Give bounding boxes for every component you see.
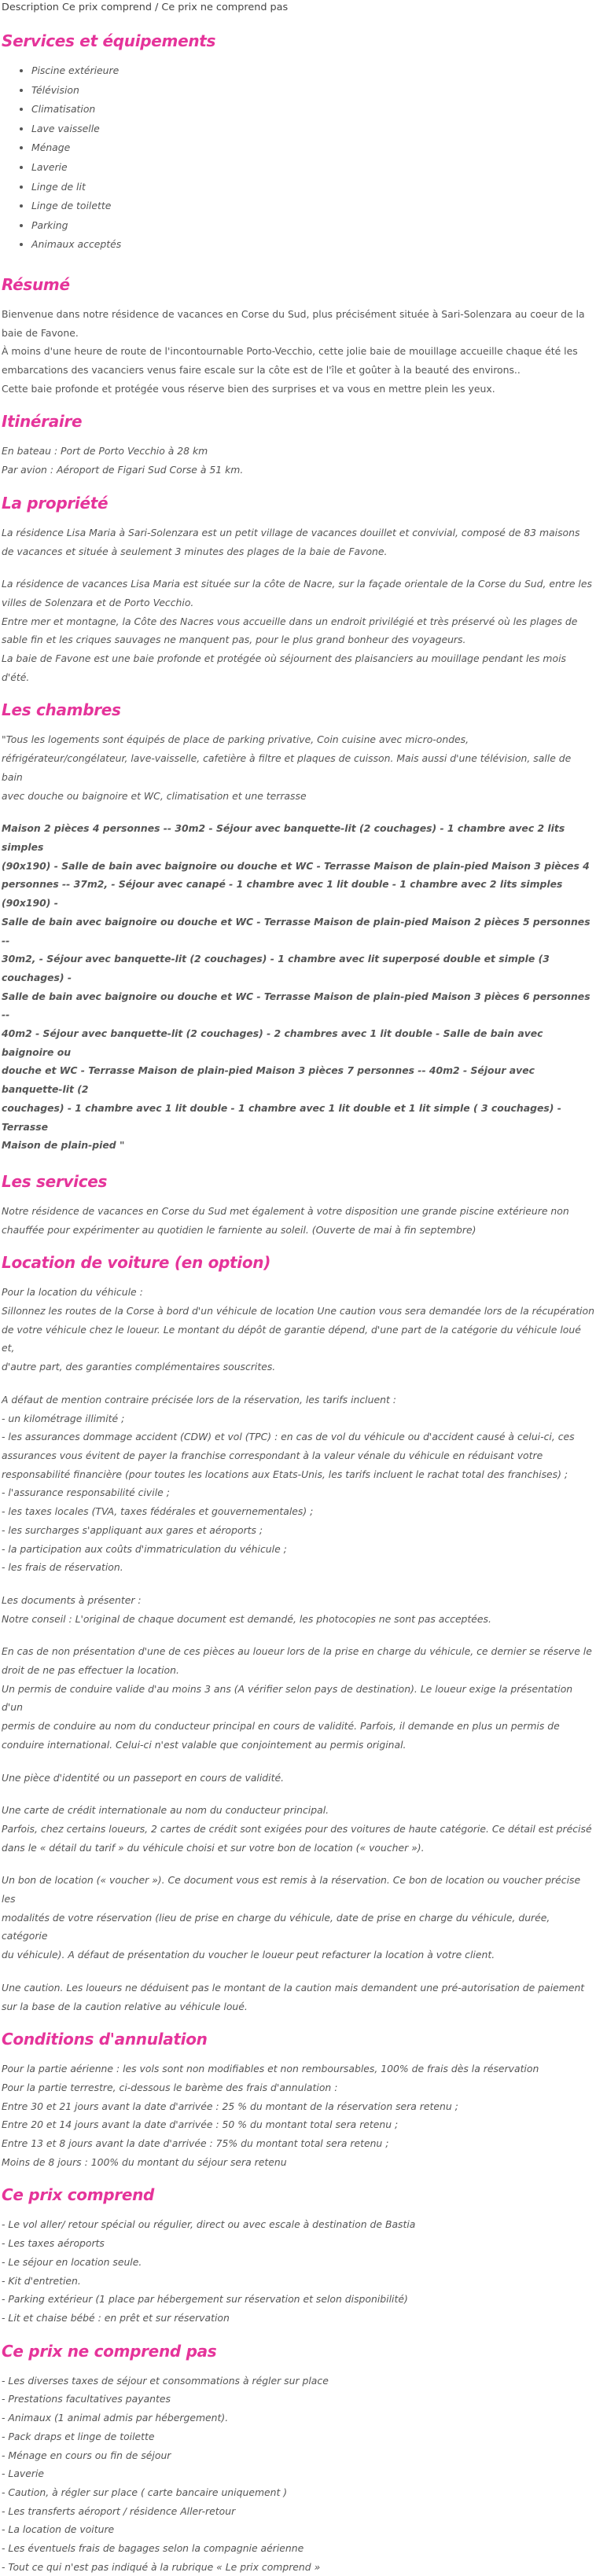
text-line: sable fin et les criques sauvages ne manquent pas, pour le plus grand bonheur des voyageurs. xyxy=(2,634,466,646)
text-line: 30m2, - Séjour avec banquette-lit (2 couchages) - 1 chambre avec lit superposé double et simple (3 couchages) - xyxy=(2,953,550,983)
list-item: • Linge de toilette xyxy=(31,197,594,216)
text-line: Pour la location du véhicule : xyxy=(2,1286,143,1299)
text-line: Un bon de location (« voucher »). Ce document vous est remis à la réservation. Ce bon de location ou voucher précise les xyxy=(2,1874,581,1905)
section-title-location: Location de voiture (en option) xyxy=(2,1253,271,1273)
text-line: - Les diverses taxes de séjour et consommations à régler sur place xyxy=(2,2374,329,2387)
breadcrumb: Description Ce prix comprend / Ce prix ne comprend pas xyxy=(2,2,289,13)
text-line: En cas de non présentation d'une de ces pièces au loueur lors de la prise en charge du véhicule, ce dernier se réserve le xyxy=(2,1645,592,1658)
text-line: - Les éventuels frais de bagages selon la compagnie aérienne xyxy=(2,2542,304,2555)
text-line: - Les transferts aéroport / résidence Aller-retour xyxy=(2,2504,236,2517)
text-line: du véhicule). A défaut de présentation du voucher le loueur peut refacturer la location à votre client. xyxy=(2,1949,495,1961)
text-line: Salle de bain avec baignoire ou douche et WC - Terrasse Maison de plain-pied Maison 2 pièces 5 personnes -- xyxy=(2,915,590,946)
text-line: La résidence de vacances Lisa Maria est située sur la côte de Nacre, sur la façade orientale de la Corse du Sud, entre les xyxy=(2,578,592,590)
text-line: Cette baie profonde et protégée vous réserve bien des surprises et va vous en mettre plein les yeux. xyxy=(2,382,495,395)
text-line: Entre 20 et 14 jours avant la date d'arrivée : 50 % du montant total sera retenu ; xyxy=(2,2118,399,2131)
text-line: de vacances et située à seulement 3 minutes des plages de la baie de Favone. xyxy=(2,545,388,557)
text-line: d'autre part, des garanties complémentaires souscrites. xyxy=(2,1361,276,1373)
text-line: - Ménage en cours ou fin de séjour xyxy=(2,2449,171,2461)
text-line: "Tous les logements sont équipés de place de parking privative, Coin cuisine avec micro-ondes, xyxy=(2,733,469,746)
section-title-annulation: Conditions d'annulation xyxy=(2,2030,208,2049)
section-title-ne-comprend: Ce prix ne comprend pas xyxy=(2,2341,217,2361)
text-line: - la participation aux coûts d'immatriculation du véhicule ; xyxy=(2,1542,287,1555)
text-line: - Lit et chaise bébé : en prêt et sur réservation xyxy=(2,2312,230,2324)
chambres-text xyxy=(2,730,594,1154)
text-line: réfrigérateur/congélateur, lave-vaisselle, cafetière à filtre et plaques de cuisson. Mais aussi d'une télévision, salle de bain xyxy=(2,752,572,783)
text-line: - Le vol aller/ retour spécial ou régulier, direct ou avec escale à destination de Bastia xyxy=(2,2218,416,2231)
text-line: Maison de plain-pied " xyxy=(2,1139,125,1152)
section-title-propriete: La propriété xyxy=(2,493,109,513)
text-line: 40m2 - Séjour avec banquette-lit (2 couchages) - 2 chambres avec 1 lit double - Salle de bain avec baignoire ou xyxy=(2,1027,543,1058)
ne-comprend-text xyxy=(2,2372,594,2576)
text-line: Une caution. Les loueurs ne déduisent pas le montant de la caution mais demandent une pré-autorisation de paiement xyxy=(2,1981,585,1994)
services-text xyxy=(2,1202,594,1239)
text-line: modalités de votre réservation (lieu de prise en charge du véhicule, date de prise en charge du véhicule, durée, catégorie xyxy=(2,1911,550,1942)
list-item: • Parking xyxy=(31,216,594,236)
comprend-text xyxy=(2,2215,594,2327)
text-line: Parfois, chez certains loueurs, 2 cartes de crédit sont exigées pour des voitures de haute catégorie. Ce détail est précisé xyxy=(2,1822,592,1835)
text-line: baie de Favone. xyxy=(2,326,79,339)
location-text xyxy=(2,1283,594,2016)
text-line: embarcations des vacanciers venus faire escale sur la côte est de l'île et goûter à la beauté des environs.. xyxy=(2,364,521,377)
text-line: Salle de bain avec baignoire ou douche et WC - Terrasse Maison de plain-pied Maison 3 pièces 6 personnes -- xyxy=(2,990,590,1021)
text-line: - un kilométrage illimité ; xyxy=(2,1412,125,1424)
text-line: conduire international. Celui-ci n'est valable que conjointement au permis original. xyxy=(2,1738,407,1751)
text-line: couchages) - 1 chambre avec 1 lit double - 1 chambre avec 1 lit double et 1 lit simple ( 3 couchages) - Terrasse xyxy=(2,1101,561,1133)
text-line: À moins d'une heure de route de l'incontournable Porto-Vecchio, cette jolie baie de mouillage accueille chaque été les xyxy=(2,345,578,358)
text-line: Pour la partie terrestre, ci-dessous le barème des frais d'annulation : xyxy=(2,2081,338,2093)
text-line: - les frais de réservation. xyxy=(2,1561,123,1574)
text-line: - Caution, à régler sur place ( carte bancaire uniquement ) xyxy=(2,2486,288,2498)
text-line: chauffée pour expérimenter au quotidien le farniente au soleil. (Ouverte de mai à fin septembre) xyxy=(2,1223,476,1236)
text-line: - Les taxes aéroports xyxy=(2,2237,105,2250)
text-line: Un permis de conduire valide d'au moins 3 ans (A vérifier selon pays de destination). Le loueur exige la présentation d'un xyxy=(2,1682,573,1714)
text-line: permis de conduire au nom du conducteur principal en cours de validité. Parfois, il demande en plus un permis de xyxy=(2,1720,560,1733)
text-line: - Laverie xyxy=(2,2468,45,2480)
text-line: En bateau : Port de Porto Vecchio à 28 km xyxy=(2,445,208,458)
text-line: Une carte de crédit internationale au nom du conducteur principal. xyxy=(2,1804,329,1817)
text-line: - les taxes locales (TVA, taxes fédérales et gouvernementales) ; xyxy=(2,1505,314,1518)
text-line: - les assurances dommage accident (CDW) et vol (TPC) : en cas de vol du véhicule ou d'accident causé à celui-ci, ces xyxy=(2,1431,575,1443)
text-line: Une pièce d'identité ou un passeport en cours de validité. xyxy=(2,1771,285,1784)
list-item: • Ménage xyxy=(31,138,594,158)
list-item: • Animaux acceptés xyxy=(31,235,594,255)
text-line: - Animaux (1 animal admis par hébergement). xyxy=(2,2412,229,2424)
list-item: • Laverie xyxy=(31,158,594,178)
text-line: villes de Solenzara et de Porto Vecchio. xyxy=(2,596,194,608)
list-item: • Télévision xyxy=(31,81,594,101)
text-line: - Kit d'entretien. xyxy=(2,2274,81,2287)
text-line: Par avion : Aéroport de Figari Sud Corse à 51 km. xyxy=(2,464,244,476)
section-title-chambres: Les chambres xyxy=(2,700,121,720)
list-item: • Climatisation xyxy=(31,100,594,119)
text-line: (90x190) - Salle de bain avec baignoire ou douche et WC - Terrasse Maison de plain-pied Maison 3 pièces 4 xyxy=(2,859,590,872)
text-line: La résidence Lisa Maria à Sari-Solenzara est un petit village de vacances douillet et convivial, composé de 83 maisons xyxy=(2,526,580,538)
text-line: - La location de voiture xyxy=(2,2523,115,2536)
text-line: - Tout ce qui n'est pas indiqué à la rubrique « Le prix comprend » xyxy=(2,2560,321,2573)
list-item: • Piscine extérieure xyxy=(31,61,594,81)
text-line: - Pack draps et linge de toilette xyxy=(2,2430,155,2442)
text-line: avec douche ou baignoire et WC, climatisation et une terrasse xyxy=(2,789,307,802)
list-item: • Linge de lit xyxy=(31,178,594,197)
text-line: Entre mer et montagne, la Côte des Nacres vous accueille dans un endroit privilégié et très préservé où les plages de xyxy=(2,615,578,627)
resume-text xyxy=(2,305,594,399)
text-line: Moins de 8 jours : 100% du montant du séjour sera retenu xyxy=(2,2155,287,2168)
text-line: droit de ne pas effectuer la location. xyxy=(2,1664,179,1677)
section-title-itineraire: Itinéraire xyxy=(2,412,83,432)
text-line: de votre véhicule chez le loueur. Le montant du dépôt de garantie dépend, d'une part de la catégorie du véhicule loué et, xyxy=(2,1323,581,1354)
text-line: Notre conseil : L'original de chaque document est demandé, les photocopies ne sont pas acceptées. xyxy=(2,1612,491,1625)
text-line: Maison 2 pièces 4 personnes -- 30m2 - Séjour avec banquette-lit (2 couchages) - 1 chambre avec 2 lits simples xyxy=(2,822,565,853)
text-line: - Le séjour en location seule. xyxy=(2,2255,142,2268)
propriete-text xyxy=(2,524,594,687)
annulation-text xyxy=(2,2060,594,2171)
text-line: La baie de Favone est une baie profonde et protégée où séjournent des plaisanciers au mouillage pendant les mois d'été. xyxy=(2,652,566,683)
text-line: Entre 13 et 8 jours avant la date d'arrivée : 75% du montant total sera retenu ; xyxy=(2,2137,389,2150)
text-line: assurances vous évitent de payer la franchise correspondant à la valeur vénale du véhicule en réduisant votre xyxy=(2,1449,543,1461)
text-line: personnes -- 37m2, - Séjour avec canapé - 1 chambre avec 1 lit double - 1 chambre avec 2 lits simples (90x190) - xyxy=(2,878,563,910)
list-item: • Lave vaisselle xyxy=(31,119,594,139)
text-line: sur la base de la caution relative au véhicule loué. xyxy=(2,2000,248,2012)
text-line: responsabilité financière (pour toutes les locations aux Etats-Unis, les tarifs incluent le rachat total des franchises) ; xyxy=(2,1468,568,1480)
text-line: - l'assurance responsabilité civile ; xyxy=(2,1486,170,1499)
text-line: douche et WC - Terrasse Maison de plain-pied Maison 3 pièces 7 personnes -- 40m2 - Séjour avec banquette-lit (2 xyxy=(2,1064,535,1096)
text-line: Sillonnez les routes de la Corse à bord d'un véhicule de location Une caution vous sera demandée lors de la récupération xyxy=(2,1305,594,1317)
text-line: Pour la partie aérienne : les vols sont non modifiables et non remboursables, 100% de frais dès la réservation xyxy=(2,2063,539,2075)
section-title-services-equipements: Services et équipements xyxy=(2,31,216,50)
text-line: - les surcharges s'appliquant aux gares et aéroports ; xyxy=(2,1523,263,1536)
text-line: Les documents à présenter : xyxy=(2,1593,142,1606)
section-title-services: Les services xyxy=(2,1171,108,1191)
text-line: - Prestations facultatives payantes xyxy=(2,2393,171,2405)
text-line: Entre 30 et 21 jours avant la date d'arrivée : 25 % du montant de la réservation sera retenu ; xyxy=(2,2100,458,2112)
text-line: Bienvenue dans notre résidence de vacances en Corse du Sud, plus précisément située à Sari-Solenzara au coeur de la xyxy=(2,307,585,320)
itineraire-text xyxy=(2,442,594,479)
text-line: Notre résidence de vacances en Corse du Sud met également à votre disposition une grande piscine extérieure non xyxy=(2,1204,569,1217)
text-line: - Parking extérieur (1 place par hébergement sur réservation et selon disponibilité) xyxy=(2,2293,408,2306)
section-title-comprend: Ce prix comprend xyxy=(2,2185,155,2205)
text-line: A défaut de mention contraire précisée lors de la réservation, les tarifs incluent : xyxy=(2,1393,396,1406)
section-title-resume: Résumé xyxy=(2,274,70,294)
features-list xyxy=(2,61,594,255)
text-line: dans le « détail du tarif » du véhicule choisi et sur votre bon de location (« voucher »). xyxy=(2,1841,425,1854)
